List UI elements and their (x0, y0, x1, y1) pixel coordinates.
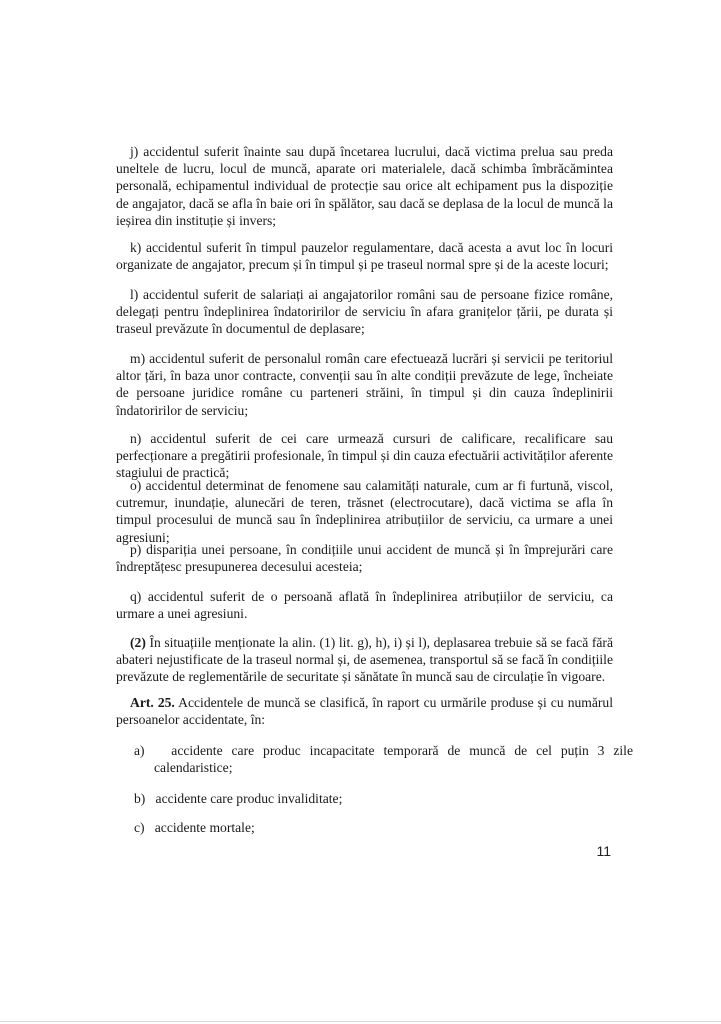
paragraph-alin-2 (116, 634, 613, 686)
list-item-c-text: accidente mortale; (154, 820, 255, 835)
paragraph-l: l) accidentul suferit de salariați ai angajatorilor români sau de persoane fizice române, delegați pentru îndeplinirea îndatoririlor de serviciu în afara granițelor țării, pe durata și traseul prevăzute în documentul de deplasare; (116, 287, 613, 337)
list-item-b (134, 790, 633, 807)
list-item-c-marker: c) (134, 820, 145, 835)
paragraph-q: q) accidentul suferit de o persoană aflată în îndeplinirea atribuțiilor de serviciu, ca urmare a unei agresiuni. (116, 589, 613, 622)
page-bottom-divider (0, 1021, 721, 1022)
paragraph-j: j) accidentul suferit înainte sau după încetarea lucrului, dacă victima prelua sau preda uneltele de lucru, locul de muncă, aparate ori materialele, dacă schimba îmbrăcămintea personală, echipamentul individual de protecție sau orice alt echipament pus la dispoziție de angajator, dacă se afla în baie ori în spălător, sau dacă se deplasa de la locul de muncă la ieșirea din instituție și invers; (116, 144, 613, 228)
paragraph-n: n) accidentul suferit de cei care urmează cursuri de calificare, recalificare sau perfecționare a pregătirii profesionale, în timpul și din cauza efectuării activităților aferente stagiului de practică; (116, 431, 613, 481)
alin-2-label: (2) (130, 635, 146, 650)
list-item-b-marker: b) (134, 791, 146, 806)
paragraph-p: p) dispariția unei persoane, în condițiile unui accident de muncă și în împrejurări care îndreptățesc presupunerea decesului acesteia; (116, 542, 613, 575)
list-item-a (134, 742, 633, 776)
art-25-text: Accidentele de muncă se clasifică, în raport cu urmările produse și cu numărul persoanelor accidentate, în: (116, 695, 613, 728)
paragraph-m: m) accidentul suferit de personalul român care efectuează lucrări și servicii pe teritoriul altor țări, în baza unor contracte, convenții sau în alte condiții prevăzute de lege, încheiate de persoane juridice române cu parteneri străini, în timpul și din cauza îndeplinirii îndatoririlor de serviciu; (116, 351, 613, 418)
page-number: 11 (596, 843, 611, 859)
art-25-label: Art. 25. (130, 695, 175, 710)
list-item-b-text: accidente care produc invaliditate; (155, 791, 343, 806)
list-item-a-text: accidente care produc incapacitate temporară de muncă de cel puțin 3 zile calendaristice; (154, 743, 633, 776)
alin-2-text: În situațiile menționate la alin. (1) lit. g), h), i) și l), deplasarea trebuie să se facă fără abateri nejustificate de la traseul normal și, de asemenea, transportul să se facă în condițiile prevăzute de reglementările de securitate și sănătate în muncă sau de circulație în vigoare. (116, 635, 613, 685)
list-item-a-marker: a) (134, 743, 145, 758)
paragraph-o: o) accidentul determinat de fenomene sau calamități naturale, cum ar fi furtună, viscol, cutremur, inundație, alunecări de teren, trăsnet (electrocutare), dacă victima se afla în timpul procesului de muncă sau în îndeplinirea atribuțiilor de serviciu, ca urmare a unei agresiuni; (116, 478, 613, 545)
list-item-c (134, 819, 633, 836)
paragraph-art-25 (116, 694, 613, 728)
paragraph-k: k) accidentul suferit în timpul pauzelor regulamentare, dacă acesta a avut loc în locuri organizate de angajator, precum și în timpul și pe traseul normal spre și de la aceste locuri; (116, 240, 613, 273)
